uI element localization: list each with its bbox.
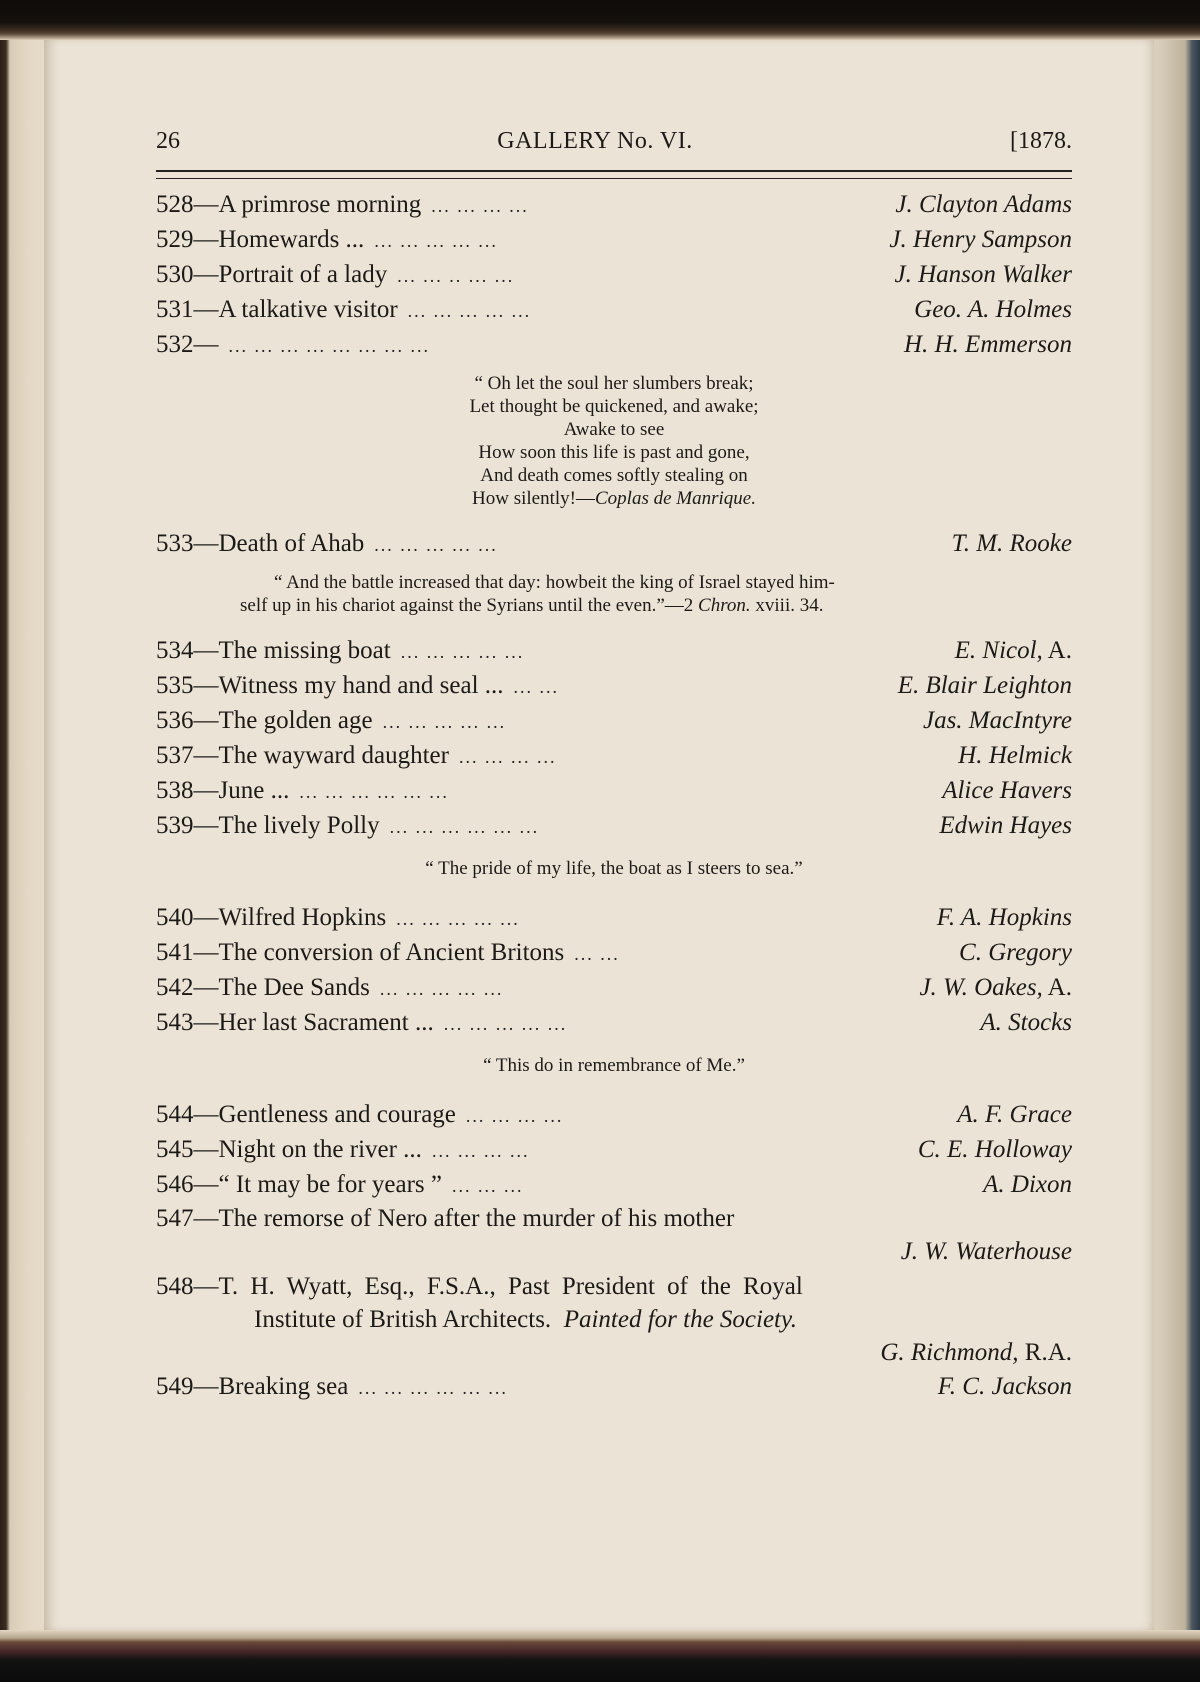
- catalogue-entry: 539—The lively Polly ... ... ... ... ... ... Edwin Hayes: [156, 812, 1072, 839]
- catalogue-entry: 542—The Dee Sands ... ... ... ... ... J. W. Oakes, A.: [156, 974, 1072, 1001]
- catalogue-entry: 532— ... ... ... ... ... ... ... ... H. H. Emmerson: [156, 331, 1072, 358]
- catalogue-entry: 537—The wayward daughter ... ... ... ... H. Helmick: [156, 742, 1072, 769]
- year-label: [1878.: [1010, 128, 1072, 154]
- running-header: [156, 128, 1072, 162]
- page-content: [156, 128, 1072, 1404]
- top-binding-edge: [0, 0, 1200, 40]
- catalogue-entry: 543—Her last Sacrament ... ... ... ... ... ... A. Stocks: [156, 1009, 1072, 1036]
- entries-group-c: [156, 900, 1072, 1040]
- catalogue-entry: 540—Wilfred Hopkins ... ... ... ... ... F. A. Hopkins: [156, 904, 1072, 931]
- header-double-rule: [156, 170, 1072, 179]
- scripture-quotation: “ This do in remembrance of Me.”: [483, 1055, 745, 1076]
- catalogue-entry: 544—Gentleness and courage ... ... ... ... A. F. Grace: [156, 1101, 1072, 1128]
- artist-name: G. Richmond, R.A.: [880, 1339, 1072, 1366]
- scripture-quotation: “ And the battle increased that day: howbeit the king of Israel stayed him- self up in his chariot against the Syrians until the even.”—2 Chron. xviii. 34.: [240, 572, 835, 616]
- catalogue-entry-547: 547—The remorse of Nero after the murder of his mother: [156, 1205, 735, 1232]
- catalogue-entry: 549—Breaking sea ... ... ... ... ... ... F. C. Jackson: [156, 1373, 1072, 1400]
- catalogue-entry: 541—The conversion of Ancient Britons ... ... C. Gregory: [156, 939, 1072, 966]
- catalogue-entry: 536—The golden age ... ... ... ... ... Jas. MacIntyre: [156, 707, 1072, 734]
- catalogue-entry: 533—Death of Ahab ... ... ... ... ... T. M. Rooke: [156, 530, 1072, 557]
- catalogue-entry: 531—A talkative visitor ... ... ... ... ... Geo. A. Holmes: [156, 296, 1072, 323]
- catalogue-entry: 528—A primrose morning ... ... ... ... J. Clayton Adams: [156, 191, 1072, 218]
- artist-name: J. W. Waterhouse: [900, 1238, 1072, 1265]
- bottom-binding-edge: [0, 1630, 1200, 1682]
- entries-group-d: [156, 1097, 1072, 1202]
- page-number: 26: [156, 128, 180, 154]
- catalogue-entry-548: 548—T. H. Wyatt, Esq., F.S.A., Past President of the Royal Institute of British Architects. Painted for the Society.: [156, 1273, 803, 1333]
- gallery-title: GALLERY No. VI.: [497, 128, 693, 154]
- poem-quotation: “ Oh let the soul her slumbers break; Let thought be quickened, and awake; Awake to see How soon this life is past and gone, And death comes softly stealing on How silently!—Coplas de Manrique.: [469, 373, 759, 509]
- catalogue-entry: 545—Night on the river ... ... ... ... ... C. E. Holloway: [156, 1136, 1072, 1163]
- quote-source: Coplas de Manrique.: [595, 488, 756, 509]
- catalogue-entry: 534—The missing boat ... ... ... ... ... E. Nicol, A.: [156, 637, 1072, 664]
- catalogue-entry: 546—“ It may be for years ” ... ... ... A. Dixon: [156, 1171, 1072, 1198]
- catalogue-entry: 529—Homewards ... ... ... ... ... ... J. Henry Sampson: [156, 226, 1072, 253]
- catalogue-entry: 530—Portrait of a lady ... ... .. ... ... J. Hanson Walker: [156, 261, 1072, 288]
- catalogue-entry: 535—Witness my hand and seal ... ... ... E. Blair Leighton: [156, 672, 1072, 699]
- entries-group-b: [156, 633, 1072, 843]
- entries-group-a: [156, 187, 1072, 362]
- catalogue-entry: 538—June ... ... ... ... ... ... ... Alice Havers: [156, 777, 1072, 804]
- song-quotation: “ The pride of my life, the boat as I steers to sea.”: [425, 858, 803, 879]
